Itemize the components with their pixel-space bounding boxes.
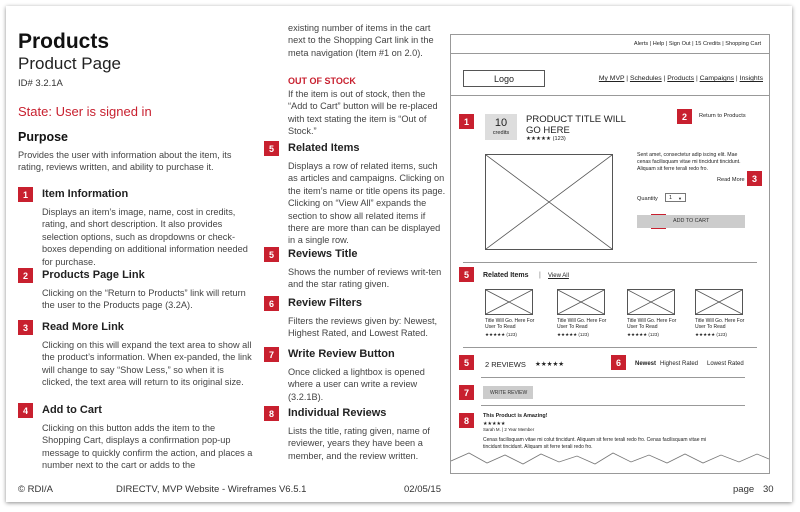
product-description-line-1: Sent amet, consectetur adip iscing elit. Mae <box>637 152 738 158</box>
section-text-reviews-title: Shows the number of reviews writ-ten and the star rating given. <box>288 267 442 290</box>
related-item-title-4b[interactable]: User To Read <box>695 324 726 330</box>
related-item-title-3b[interactable]: User To Read <box>627 324 658 330</box>
product-description-line-2: cenas facilisquam vitae mi tincidunt tincidunt. <box>637 159 741 165</box>
section-title-item-information: Item Information <box>42 188 129 200</box>
related-item-title-3a[interactable]: Title Will Go. Here For <box>627 318 677 324</box>
out-of-stock-title: OUT OF STOCK <box>288 76 356 86</box>
badge-5-related: 5 <box>264 141 279 156</box>
read-more-link[interactable]: Read More <box>717 177 745 183</box>
quantity-value: 1 <box>669 195 673 201</box>
page-subtitle: Product Page <box>18 54 122 73</box>
wf-badge-6: 6 <box>611 355 626 370</box>
reviews-divider-bottom <box>481 377 745 378</box>
wf-badge-2: 2 <box>677 109 692 124</box>
related-item-rating-2: ★★★★★ (123) <box>557 332 589 337</box>
product-title-line-1: PRODUCT TITLE WILL <box>526 114 626 125</box>
footer-project: DIRECTV, MVP Website - Wireframes V6.5.1 <box>116 484 307 495</box>
badge-7: 7 <box>264 347 279 362</box>
badge-3: 3 <box>18 320 33 335</box>
badge-5-reviews: 5 <box>264 247 279 262</box>
nav-my-mvp[interactable]: My MVP <box>598 75 625 82</box>
wf-badge-5-related: 5 <box>459 267 474 282</box>
chevron-down-icon: ▼ <box>678 196 682 201</box>
logo-box[interactable] <box>463 70 545 87</box>
filter-lowest-rated[interactable]: Lowest Rated <box>707 361 744 367</box>
out-of-stock-text: If the item is out of stock, then the “Add to Cart” button will be re-placed with text stating the item is “Out of Stock.” <box>288 89 438 137</box>
badge-4: 4 <box>18 403 33 418</box>
section-text-related-items: Displays a row of related items, such as articles and campaigns. Clicking on the item’s name or title opens its page. Clicking on “View All” expands the section to show all related items if there are more than can be displayed in a single row. <box>288 161 446 246</box>
wf-badge-1: 1 <box>459 114 474 129</box>
nav-divider <box>451 95 769 96</box>
related-item-image-1[interactable] <box>485 289 533 315</box>
wf-badge-8: 8 <box>459 413 474 428</box>
badge-8: 8 <box>264 406 279 421</box>
write-review-button[interactable] <box>483 386 533 399</box>
product-description-line-3: Aliquam sit ferre terali redo fro. <box>637 166 708 172</box>
badge-6: 6 <box>264 296 279 311</box>
product-image-placeholder <box>485 154 613 250</box>
quantity-label: Quantity <box>637 196 658 202</box>
logo-text: Logo <box>493 73 515 84</box>
wf-badge-7: 7 <box>459 385 474 400</box>
related-item-rating-1: ★★★★★ (123) <box>485 332 517 337</box>
nav-insights[interactable]: Insights <box>739 75 763 82</box>
meta-nav-sign-out[interactable]: Sign Out <box>668 41 691 47</box>
related-items-title: Related Items <box>483 272 529 279</box>
section-title-reviews-title: Reviews Title <box>288 248 358 260</box>
section-title-read-more-link: Read More Link <box>42 321 124 333</box>
view-all-link[interactable]: View All <box>548 273 569 279</box>
filter-highest-rated[interactable]: Highest Rated <box>660 361 699 367</box>
meta-divider <box>451 53 769 54</box>
related-separator: | <box>539 272 541 279</box>
purpose-title: Purpose <box>18 130 69 144</box>
credits-box <box>485 114 517 140</box>
related-item-image-2[interactable] <box>557 289 605 315</box>
badge-1: 1 <box>18 187 33 202</box>
badge-2: 2 <box>18 268 33 283</box>
add-to-cart-label: ADD TO CART <box>673 218 710 224</box>
page-title: Products <box>18 30 110 53</box>
review-stars: ★★★★★ <box>483 421 506 427</box>
product-rating: ★★★★★ (123) <box>526 136 566 142</box>
wf-badge-3: 3 <box>747 171 762 186</box>
purpose-text: Provides the user with information about the item, its rating, reviews written, and ability to purchase it. <box>18 150 232 173</box>
meta-nav-help[interactable]: Help <box>652 41 665 47</box>
credits-label: credits <box>492 130 510 136</box>
section-text-write-review-button: Once clicked a lightbox is opened where a user can write a review (3.2.1B). <box>288 367 425 402</box>
section-text-products-page-link: Clicking on the “Return to Products” link will return the user to the Products page (3.2A). <box>42 288 246 311</box>
credits-value: 10 <box>494 117 508 129</box>
quantity-select[interactable] <box>665 193 686 202</box>
review-title: This Product is Amazing! <box>483 413 548 419</box>
section-text-individual-reviews: Lists the title, rating given, name of reviewer, years they have been a member, and the review written. <box>288 426 430 461</box>
document-page <box>6 6 792 502</box>
section-title-related-items: Related Items <box>288 142 360 154</box>
wf-badge-5-reviews: 5 <box>459 355 474 370</box>
footer-date: 02/05/15 <box>404 484 441 495</box>
meta-nav-alerts[interactable]: Alerts <box>633 41 649 47</box>
section-text-item-information: Displays an item’s image, name, cost in credits, rating, and short description. It also provides selection options, such as dropdowns or check-boxes depending on additional information needed for purchase. <box>42 207 248 267</box>
review-list-divider <box>481 405 745 406</box>
write-review-label: WRITE REVIEW <box>490 389 528 396</box>
section-text-add-to-cart: Clicking on this button adds the item to the Shopping Cart, displays a confirmation pop-up message to quickly confirm the action, and places a number next to the cart or adds to the <box>42 423 253 471</box>
state-label: State: User is signed in <box>18 104 152 119</box>
review-text-line-2: tincidunt tincidunt. Aliquam sit ferre terali redo fro. <box>483 444 593 450</box>
review-author: Sarah M. | 2 Year Member <box>483 427 535 432</box>
related-item-image-4[interactable] <box>695 289 743 315</box>
section-title-add-to-cart: Add to Cart <box>42 404 102 416</box>
meta-nav-credits[interactable]: 15 Credits <box>695 41 721 47</box>
meta-nav: Alerts | Help | Sign Out | 15 Credits | Shopping Cart <box>633 41 761 47</box>
reviews-divider-top <box>463 347 757 348</box>
footer-page-label: page <box>733 484 755 495</box>
related-item-title-2a[interactable]: Title Will Go. Here For <box>557 318 607 324</box>
section-text-read-more-link: Clicking on this will expand the text area to show all the product’s information. When ex-panded, the link will change to say “Show Less,” so when it is clicked, the text area will return to its original size. <box>42 340 252 388</box>
related-divider-top <box>463 262 757 263</box>
related-item-title-4a[interactable]: Title Will Go. Here For <box>695 318 745 324</box>
related-item-title-1b[interactable]: User To Read <box>485 324 516 330</box>
related-item-image-3[interactable] <box>627 289 675 315</box>
section-title-write-review-button: Write Review Button <box>288 348 395 360</box>
footer-page-number: 30 <box>763 484 774 495</box>
add-to-cart-continued: existing number of items in the cart next to the Shopping Cart link in the meta navigation (Item #1 on 2.0). <box>288 23 434 58</box>
section-title-individual-reviews: Individual Reviews <box>288 407 387 419</box>
section-title-review-filters: Review Filters <box>288 297 362 309</box>
torn-edge <box>451 449 769 473</box>
review-text-line-1: Cenas facilisquam vitae mi colut tincidunt. Aliquam sit ferre terali redo fro. Cenas facilisquam vitae mi <box>483 437 707 443</box>
nav-schedules[interactable]: Schedules <box>629 75 662 82</box>
reviews-stars: ★★★★★ <box>535 361 565 368</box>
product-title-line-2: GO HERE <box>526 125 570 136</box>
section-title-products-page-link: Products Page Link <box>42 269 145 281</box>
page-id: ID# 3.2.1A <box>18 78 63 89</box>
main-nav: My MVP | Schedules | Products | Campaigns | Insights <box>598 75 763 82</box>
nav-products[interactable]: Products <box>667 75 695 82</box>
meta-nav-shopping-cart[interactable]: Shopping Cart <box>725 41 761 47</box>
section-text-review-filters: Filters the reviews given by: Newest, Highest Rated, and Lowest Rated. <box>288 316 438 339</box>
reviews-count: 2 REVIEWS <box>485 360 526 369</box>
return-to-products-link[interactable]: Return to Products <box>699 113 746 119</box>
filter-newest[interactable]: Newest <box>635 361 657 367</box>
wireframe-mockup <box>450 34 770 474</box>
related-item-rating-4: ★★★★★ (123) <box>695 332 727 337</box>
add-to-cart-button[interactable] <box>637 215 745 228</box>
related-item-rating-3: ★★★★★ (123) <box>627 332 659 337</box>
related-item-title-2b[interactable]: User To Read <box>557 324 588 330</box>
related-item-title-1a[interactable]: Title Will Go. Here For <box>485 318 535 324</box>
nav-campaigns[interactable]: Campaigns <box>699 75 735 82</box>
footer-copyright: © RDI/A <box>18 484 53 495</box>
